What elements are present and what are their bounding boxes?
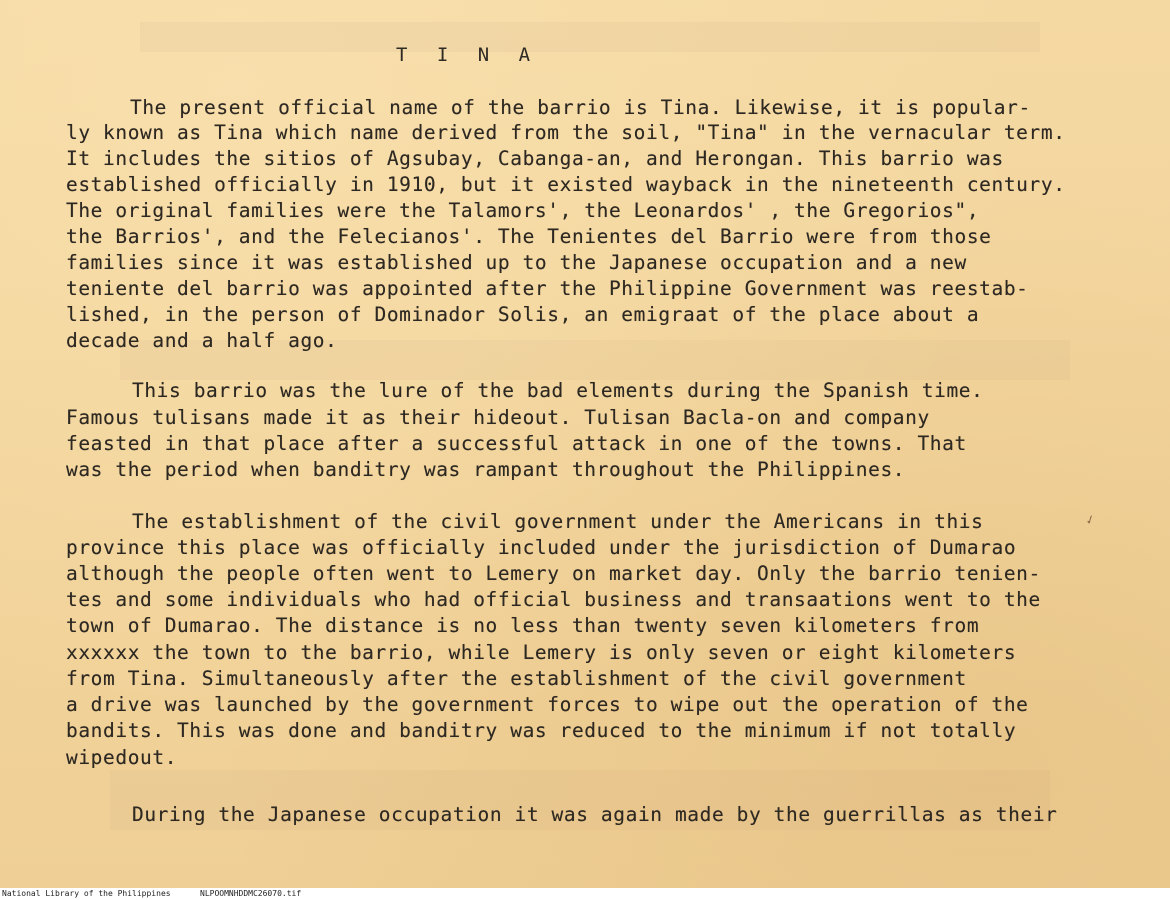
footer-library: National Library of the Philippines (2, 889, 171, 898)
text-line: teniente del barrio was appointed after the Philippine Government was reestab- (66, 277, 1029, 300)
text-line: was the period when banditry was rampant throughout the Philippines. (66, 458, 906, 481)
text-line: It includes the sitios of Agsubay, Cabanga-an, and Herongan. This barrio was (66, 147, 1004, 170)
text-line: The establishment of the civil government under the Americans in this (132, 510, 984, 533)
document-title: T I N A (396, 44, 540, 66)
text-line: This barrio was the lure of the bad elements during the Spanish time. (132, 379, 984, 402)
text-line: families since it was established up to the Japanese occupation and a new (66, 251, 967, 274)
text-line: bandits. This was done and banditry was reduced to the minimum if not totally (66, 719, 1017, 742)
text-line: from Tina. Simultaneously after the establishment of the civil government (66, 667, 967, 690)
text-line: xxxxxx the town to the barrio, while Lemery is only seven or eight kilometers (66, 641, 1017, 664)
text-line: wipedout. (66, 746, 178, 769)
text-line: the Barrios', and the Felecianos'. The Tenientes del Barrio were from those (66, 225, 992, 248)
text-line: decade and a half ago. (66, 329, 338, 352)
text-line: feasted in that place after a successful attack in one of the towns. That (66, 432, 967, 455)
text-line: lished, in the person of Dominador Solis, an emigraat of the place about a (66, 303, 980, 326)
text-line: During the Japanese occupation it was again made by the guerrillas as their (132, 803, 1058, 826)
text-line: The present official name of the barrio is Tina. Likewise, it is popular- (130, 96, 1031, 119)
text-line: province this place was officially included under the jurisdiction of Dumarao (66, 536, 1017, 559)
check-mark-icon: ✓ (1083, 511, 1097, 529)
text-line: ly known as Tina which name derived from the soil, "Tina" in the vernacular term. (66, 121, 1066, 144)
text-line: a drive was launched by the government forces to wipe out the operation of the (66, 693, 1029, 716)
text-line: The original families were the Talamors', the Leonardos' , the Gregorios", (66, 199, 980, 222)
text-line: Famous tulisans made it as their hideout. Tulisan Bacla-on and company (66, 406, 930, 429)
text-line: established officially in 1910, but it existed wayback in the nineteenth century. (66, 173, 1066, 196)
text-line: tes and some individuals who had official business and transaations went to the (66, 588, 1041, 611)
text-line: town of Dumarao. The distance is no less than twenty seven kilometers from (66, 614, 980, 637)
bleed-through-stain (140, 22, 1040, 52)
scan-footer (0, 888, 1170, 900)
footer-filename: NLPOOMNHDDMC26070.tif (200, 889, 302, 898)
text-line: although the people often went to Lemery on market day. Only the barrio tenien- (66, 562, 1041, 585)
